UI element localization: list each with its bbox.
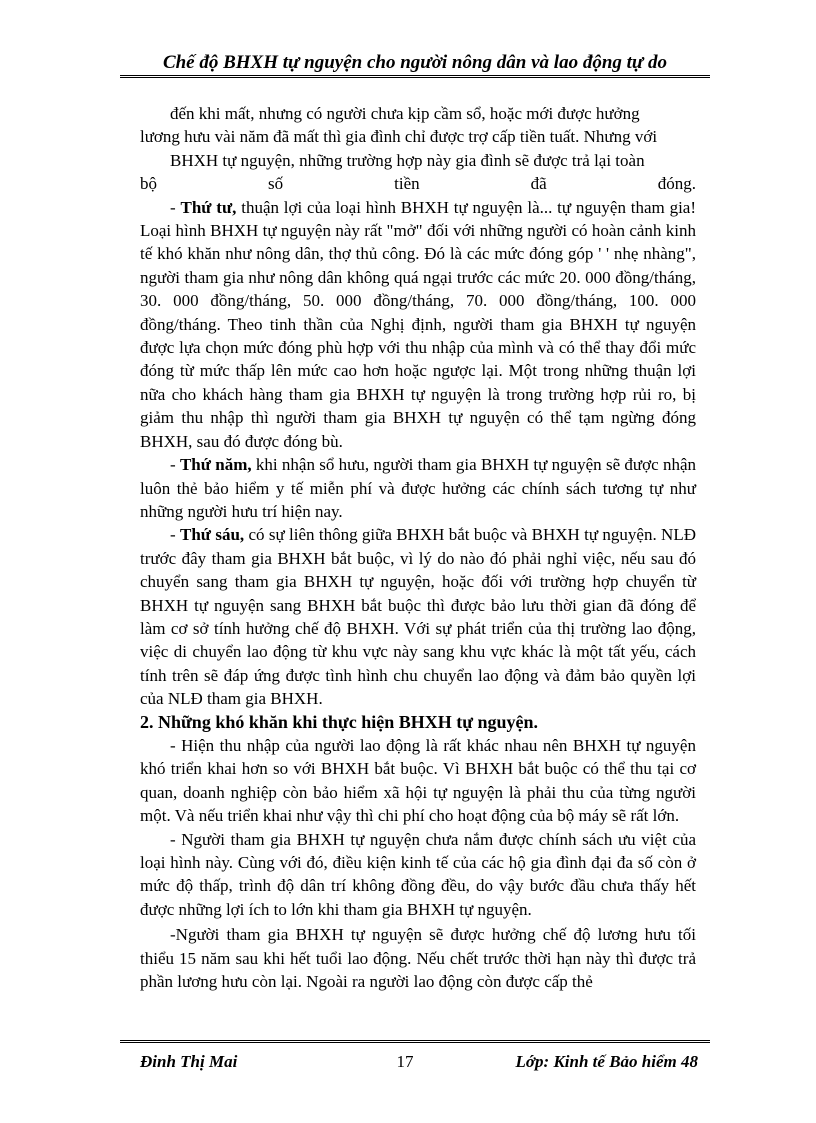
section-heading: 2. Những khó khăn khi thực hiện BHXH tự nguyện. <box>140 711 539 732</box>
paragraph-text: có sự liên thông giữa BHXH bắt buộc và BHXH tự nguyện. NLĐ trước đây tham gia BHXH bắt buộc, vì lý do nào đó phải nghỉ việc, nếu sau đó chuyển sang tham gia BHXH tự nguyện, hoặc đối với trường hợp chuyển từ BHXH tự nguyện sang BHXH bắt buộc thì được bảo lưu thời gian đã đóng để làm cơ sở tính hưởng chế độ BHXH. Với sự phát triển của thị trường lao động, việc di chuyển lao động từ khu vực này sang khu vực khác là một tất yếu, cách tính trên sẽ đáp ứng được tình hình chu chuyển lao động và đảm bảo quyền lợi của NLĐ tham gia BHXH. <box>140 525 696 709</box>
paragraph-thu-tu: - Thứ tư, thuận lợi của loại hình BHXH tự nguyện là... tự nguyện tham gia! Loại hình BHXH tự nguyện này rất "mở" đối với những người có hoàn cảnh kinh tế khó khăn như nông dân, thợ thủ công. Đó là các mức đóng góp ' ' nhẹ nhàng", người tham gia như nông dân không quá ngại trước các mức 20. 000 đồng/tháng, 30. 000 đồng/tháng, 50. 000 đồng/tháng, 70. 000 đồng/tháng, 100. 000 đồng/tháng. Theo tinh thần của Nghị định, người tham gia BHXH tự nguyện được lựa chọn mức đóng phù hợp với thu nhập của mình và có thể thay đổi mức đóng từ mức thấp lên mức cao hơn hoặc ngược lại. Một trong những thuận lợi nữa cho khách hàng tham gia BHXH tự nguyện là trong trường hợp rủi ro, bị giảm thu nhập thì người tham gia BHXH tự nguyện có thể tạm ngừng đóng BHXH, sau đó được đóng bù. <box>140 197 697 451</box>
document-body <box>140 102 696 993</box>
word: đóng. <box>657 174 696 194</box>
paragraph-text: thuận lợi của loại hình BHXH tự nguyện là... tự nguyện tham gia! Loại hình BHXH tự nguyện này rất "mở" đối với những người có hoàn cảnh kinh tế khó khăn như nông dân, thợ thủ công. Đó là các mức đóng góp ' ' nhẹ nhàng", người tham gia như nông dân không quá ngại trước các mức 20. 000 đồng/tháng, 30. 000 đồng/tháng, 50. 000 đồng/tháng, 70. 000 đồng/tháng, 100. 000 đồng/tháng. Theo tinh thần của Nghị định, người tham gia BHXH tự nguyện được lựa chọn mức đóng phù hợp với thu nhập của mình và có thể thay đổi mức đóng từ mức thấp lên mức cao hơn hoặc ngược lại. Một trong những thuận lợi nữa cho khách hàng tham gia BHXH tự nguyện là trong trường hợp rủi ro, bị giảm thu nhập thì người tham gia BHXH tự nguyện có thể tạm ngừng đóng BHXH, sau đó được đóng bù. <box>140 197 697 451</box>
paragraph-line: lương hưu vài năm đã mất thì gia đình chỉ được trợ cấp tiền tuất. Nhưng với <box>140 127 658 147</box>
paragraph-thu-nam: - Thứ năm, khi nhận sổ hưu, người tham gia BHXH tự nguyện sẽ được nhận luôn thẻ bảo hiểm y tế miễn phí và được hưởng các chính sách tương tự như những người hưu trí hiện nay. <box>140 455 696 521</box>
word: bộ <box>140 174 157 194</box>
paragraph-difficulty-3 <box>140 923 696 993</box>
header-rule <box>120 75 710 78</box>
paragraph-line: đến khi mất, nhưng có người chưa kịp cầm sổ, hoặc mới được hưởng <box>170 104 640 123</box>
word: số <box>268 174 284 194</box>
word: đã <box>530 174 547 194</box>
paragraph-text: -Người tham gia BHXH tự nguyện sẽ được hưởng chế độ lương hưu tối thiểu 15 năm sau khi hết tuổi lao động. Nếu chết trước thời hạn này thì được trả phần lương hưu còn lại. Ngoài ra người lao động còn được cấp thẻ <box>140 925 696 992</box>
paragraph-line: BHXH tự nguyện, những trường hợp này gia đình sẽ được trả lại toàn <box>170 150 645 170</box>
paragraph-difficulty-1: - Hiện thu nhập của người lao động là rất khác nhau nên BHXH tự nguyện khó triển khai hơn so với BHXH bắt buộc. Vì BHXH bắt buộc có thể thu tại cơ quan, doanh nghiệp còn bảo hiểm xã hội tự nguyện là phải thu của từng người một. Và nếu triển khai như vậy thì chi phí cho hoạt động của bộ máy sẽ rất lớn. <box>140 735 696 826</box>
footer-author: Đinh Thị Mai <box>140 1052 238 1071</box>
page-header-title: Chế độ BHXH tự nguyện cho người nông dân và lao động tự do <box>162 52 668 73</box>
paragraph-text: Hiện thu nhập của người lao động là rất khác nhau nên BHXH tự nguyện khó triển khai hơn so với BHXH bắt buộc. Vì BHXH bắt buộc có thể thu tại cơ quan, doanh nghiệp còn bảo hiểm xã hội tự nguyện là phải thu của từng người một. Và nếu triển khai như vậy thì chi phí cho hoạt động của bộ máy sẽ rất lớn. <box>140 735 696 826</box>
footer-class: Lớp: Kinh tế Bảo hiểm 48 <box>515 1052 698 1071</box>
paragraph-lead: Thứ tư, <box>180 197 237 217</box>
paragraph-lead: Thứ năm, <box>179 455 252 475</box>
word: tiền <box>394 174 420 194</box>
paragraph-thu-sau: - Thứ sáu, có sự liên thông giữa BHXH bắt buộc và BHXH tự nguyện. NLĐ trước đây tham gia BHXH bắt buộc, vì lý do nào đó phải nghỉ việc, nếu sau đó chuyển sang tham gia BHXH tự nguyện, hoặc đối với trường hợp chuyển từ BHXH tự nguyện sang BHXH bắt buộc thì được bảo lưu thời gian đã đóng để làm cơ sở tính hưởng chế độ BHXH. Với sự phát triển của thị trường lao động, việc di chuyển lao động từ khu vực này sang khu vực khác là một tất yếu, cách tính trên sẽ đáp ứng được tình hình chu chuyển lao động và đảm bảo quyền lợi của NLĐ tham gia BHXH. <box>140 525 696 709</box>
page-number: 17 <box>396 1052 414 1071</box>
paragraph-difficulty-2: - Người tham gia BHXH tự nguyện chưa nắm được chính sách ưu việt của loại hình này. Cùng với đó, điều kiện kinh tế của các hộ gia đình đại đa số còn ở mức độ thấp, trình độ dân trí không đồng đều, do vậy bước đầu chưa thấy hết được những lợi ích to lớn khi tham gia BHXH tự nguyện. <box>140 829 696 919</box>
paragraph-text: Người tham gia BHXH tự nguyện chưa nắm được chính sách ưu việt của loại hình này. Cùng với đó, điều kiện kinh tế của các hộ gia đình đại đa số còn ở mức độ thấp, trình độ dân trí không đồng đều, do vậy bước đầu chưa thấy hết được những lợi ích to lớn khi tham gia BHXH tự nguyện. <box>140 829 696 919</box>
spread-line <box>140 172 696 195</box>
paragraph-lead: Thứ sáu, <box>180 525 245 545</box>
paragraph-text: khi nhận sổ hưu, người tham gia BHXH tự nguyện sẽ được nhận luôn thẻ bảo hiểm y tế miễn phí và được hưởng các chính sách tương tự như những người hưu trí hiện nay. <box>140 455 696 521</box>
footer-rule <box>120 1040 710 1043</box>
